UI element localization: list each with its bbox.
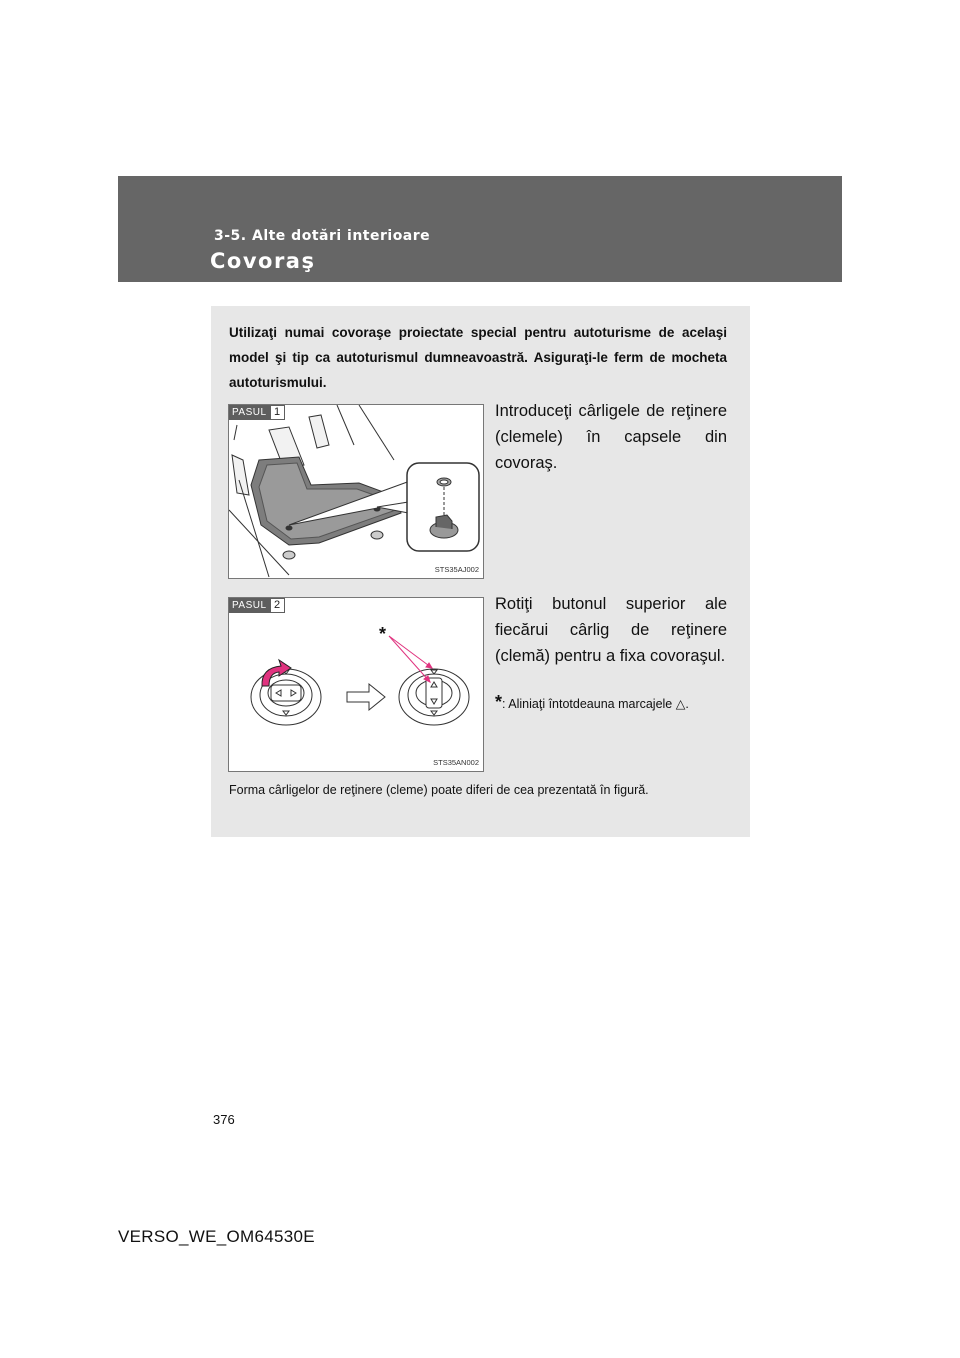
step2-figure-code: STS35AN002 [433,758,479,767]
floor-mat-illustration [229,405,483,578]
step1-figure [228,404,484,579]
figure-asterisk: * [379,624,387,644]
step2-badge [229,598,285,613]
step1-badge-label: PASUL [229,405,270,420]
footnote-text: : Aliniaţi întotdeauna marcajele △. [502,697,689,711]
step2-figure [228,597,484,772]
step1-figure-code: STS35AJ002 [434,565,479,574]
shape-note: Forma cârligelor de reţinere (cleme) poate diferi de cea prezentată în figură. [229,783,649,797]
document-code: VERSO_WE_OM64530E [118,1227,315,1246]
step1-badge-number: 1 [270,405,285,420]
clip-rotation-illustration [229,598,483,771]
header-band [118,176,842,282]
footnote [495,691,727,715]
step2-text: Rotiţi butonul superior ale fiecărui cârlig de reţinere (clemă) pentru a fixa covoraşul. [495,595,727,665]
step1-text: Introduceţi cârligele de reţinere (clemele) în capsele din covoraş. [495,402,727,472]
footnote-asterisk: * [495,692,503,712]
step2-badge-number: 2 [270,598,285,613]
page-number: 376 [213,1112,235,1127]
content-box [211,306,750,837]
step1-badge [229,405,285,420]
intro-paragraph: Utilizaţi numai covoraşe proiectate special pentru autoturisme de acelaşi model şi tip ca autoturismul dumneavoastră. Asiguraţi-le ferm de mocheta autoturismului. [229,325,727,390]
section-label: 3-5. Alte dotări interioare [214,228,431,244]
step2-badge-label: PASUL [229,598,270,613]
page-title: Covoraş [210,249,316,273]
